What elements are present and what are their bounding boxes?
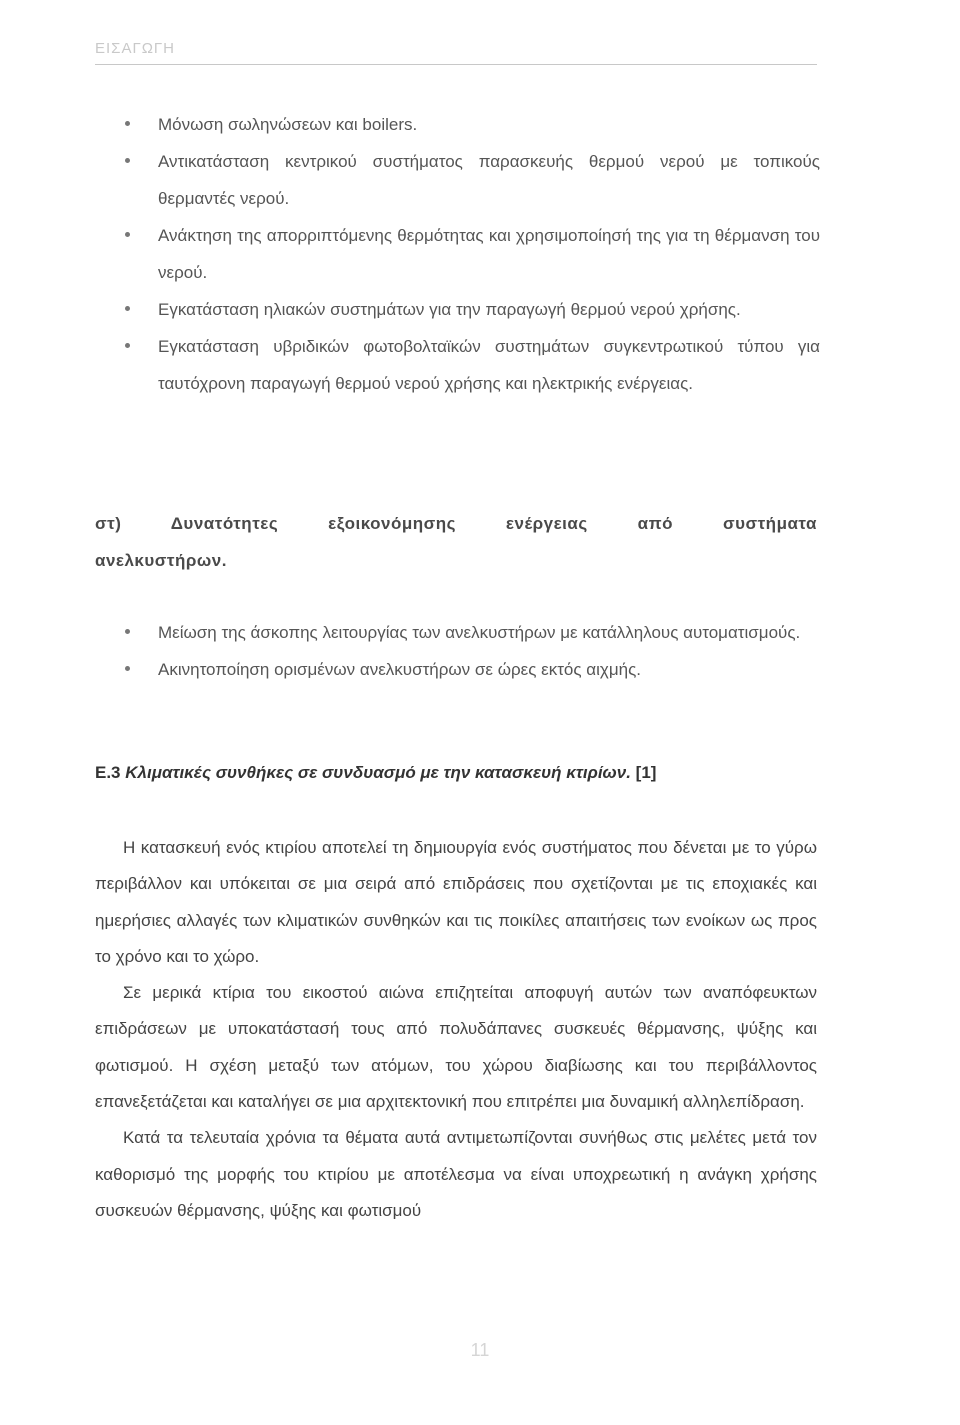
list-item-text: Μείωση της άσκοπης λειτουργίας των ανελκυστήρων με κατάλληλους αυτοματισμούς. — [158, 623, 801, 642]
bullet-icon — [125, 158, 130, 163]
citation-reference: [1] — [635, 763, 657, 782]
subsection-number: Ε.3 — [95, 763, 121, 782]
list-item — [125, 217, 820, 291]
bullet-icon — [125, 343, 130, 348]
subsection-title-text: Κλιματικές συνθήκες σε συνδυασμό με την κατασκευή κτιρίων. — [125, 763, 631, 782]
list-item — [125, 291, 820, 328]
list-item-text: Ανάκτηση της απορριπτόμενης θερμότητας και χρησιμοποίησή της για τη θέρμανση του νερού. — [158, 226, 820, 282]
bullet-list-elevators — [125, 614, 820, 688]
bullet-icon — [125, 666, 130, 671]
list-item-text: Ακινητοποίηση ορισμένων ανελκυστήρων σε ώρες εκτός αιχμής. — [158, 660, 641, 679]
paragraph: Σε μερικά κτίρια του εικοστού αιώνα επιζητείται αποφυγή αυτών των αναπόφευκτων επιδράσεων με υποκατάστασή τους από πολυδάπανες συσκευές θέρμανσης, ψύξης και φωτισμού. Η σχέση μεταξύ των ατόμων, του χώρου διαβίωσης και του περιβάλλοντος επανεξετάζεται και καταλήγει σε μια αρχιτεκτονική που επιτρέπει μια δυναμική αλληλεπίδραση. — [95, 983, 817, 1112]
list-item — [125, 143, 820, 217]
body-text — [95, 830, 817, 1229]
subsection-title — [95, 758, 825, 788]
list-item-text: Αντικατάσταση κεντρικού συστήματος παρασκευής θερμού νερού με τοπικούς θερμαντές νερού. — [158, 152, 820, 208]
bullet-icon — [125, 121, 130, 126]
list-item — [125, 328, 820, 402]
paragraph: Η κατασκευή ενός κτιρίου αποτελεί τη δημιουργία ενός συστήματος που δένεται με το γύρω περιβάλλον και υπόκειται σε μια σειρά από επιδράσεις που σχετίζονται με τις εποχιακές και ημερήσιες αλλαγές των κλιματικών συνθηκών και τις ποικίλες απαιτήσεις των ενοίκων ως προς το χρόνο και το χώρο. — [95, 838, 817, 966]
list-item — [125, 614, 820, 651]
paragraph: Κατά τα τελευταία χρόνια τα θέματα αυτά αντιμετωπίζονται συνήθως στις μελέτες μετά τον καθορισμό της μορφής του κτιρίου με αποτέλεσμα να είναι υποχρεωτική η ανάγκη χρήσης συσκευών θέρμανσης, ψύξης και φωτισμού — [95, 1128, 817, 1220]
list-item-text: Εγκατάσταση υβριδικών φωτοβολταϊκών συστημάτων συγκεντρωτικού τύπου για ταυτόχρονη παραγωγή θερμού νερού χρήσης και ηλεκτρικής ενέργειας. — [158, 337, 820, 393]
bullet-icon — [125, 232, 130, 237]
list-item — [125, 106, 820, 143]
bullet-icon — [125, 629, 130, 634]
page-number: 11 — [470, 1340, 490, 1360]
list-item-text: Εγκατάσταση ηλιακών συστημάτων για την παραγωγή θερμού νερού χρήσης. — [158, 300, 741, 319]
header-rule — [95, 64, 817, 65]
list-item — [125, 651, 820, 688]
running-header: ΕΙΣΑΓΩΓΗ — [95, 40, 176, 57]
bullet-list-hot-water — [125, 106, 820, 402]
section-heading-elevators: στ) Δυνατότητες εξοικονόμησης ενέργειας από συστήματα ανελκυστήρων. — [95, 514, 817, 570]
bullet-icon — [125, 306, 130, 311]
list-item-text: Μόνωση σωληνώσεων και boilers. — [158, 115, 418, 134]
